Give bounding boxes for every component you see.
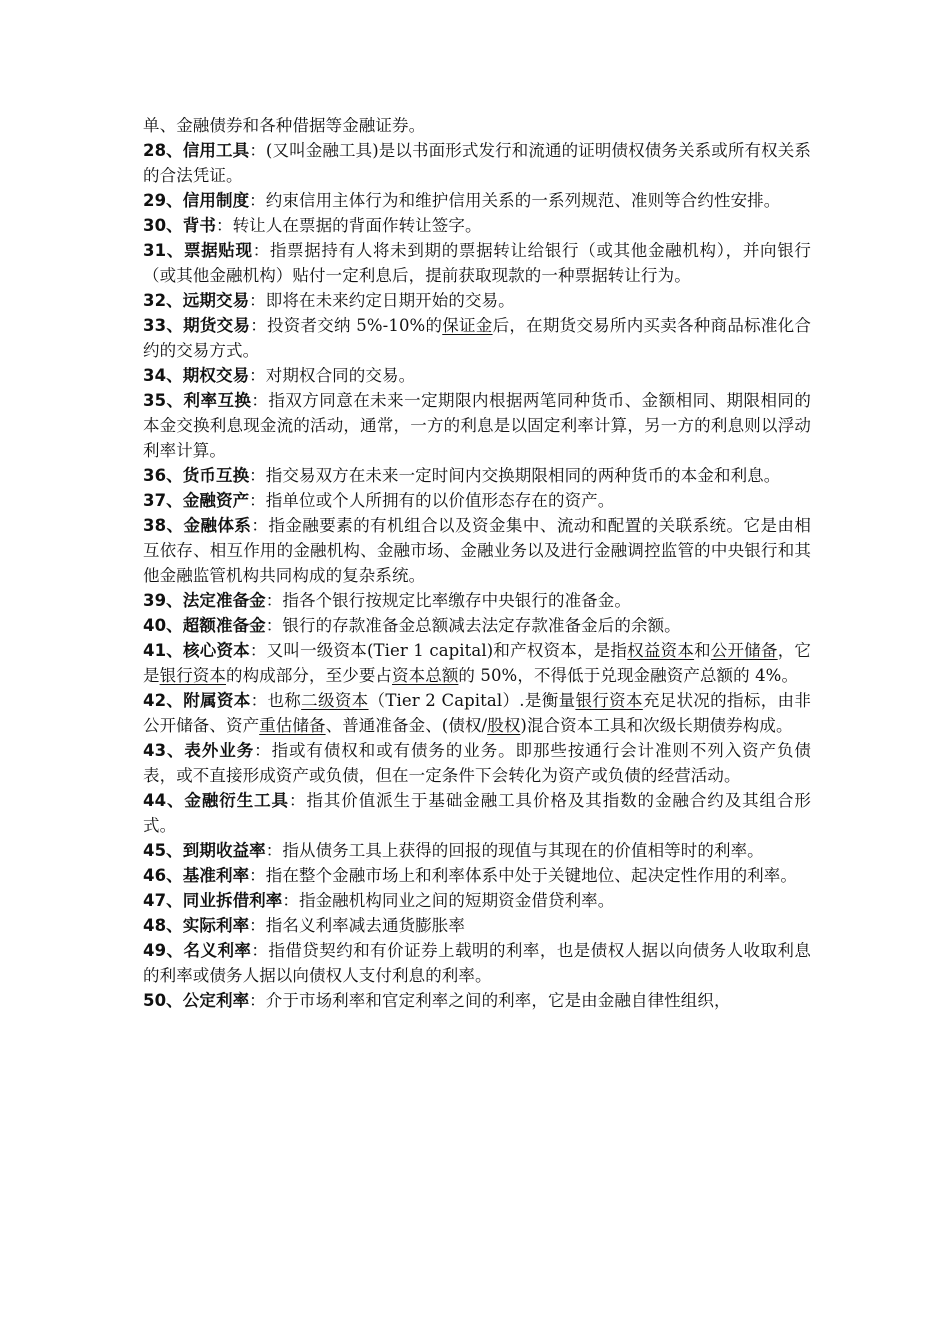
underlined-term: 保证金	[442, 316, 493, 335]
entry-number: 37、	[143, 491, 183, 510]
entry-text: ：介于市场利率和官定利率之间的利率，它是由金融自律性组织，	[249, 991, 731, 1010]
entry-term: 金融体系	[183, 516, 252, 535]
entry-text: ：又叫一级资本(Tier 1 capital)和产权资本，是指	[249, 641, 628, 660]
entry-text: 、普通准备金、(债权/	[325, 716, 488, 735]
glossary-entry	[143, 113, 811, 138]
entry-text: ：指金融要素的有机组合以及资金集中、流动和配置的关联系统。它是由相互依存、相互作用的金融机构、金融市场、金融业务以及进行金融调控监管的中央银行和其他金融监管机构共同构成的复杂系统。	[143, 516, 811, 585]
entry-term: 金融衍生工具	[184, 791, 289, 810]
entry-text: ：指各个银行按规定比率缴存中央银行的准备金。	[265, 591, 631, 610]
entry-text: ，它是	[143, 641, 812, 685]
entry-number: 44、	[143, 791, 185, 810]
entry-text: ：约束信用主体行为和维护信用关系的一系列规范、准则等合约性安排。	[249, 191, 781, 210]
glossary-entry	[143, 738, 811, 788]
entry-text: ：指在整个金融市场上和利率体系中处于关键地位、起决定性作用的利率。	[249, 866, 797, 885]
glossary-entry	[143, 638, 811, 688]
glossary-entry	[143, 788, 811, 838]
glossary-entry	[143, 388, 811, 463]
entry-text: ：指金融机构同业之间的短期资金借贷利率。	[282, 891, 615, 910]
entry-term: 信用制度	[182, 191, 250, 210]
glossary-entry	[143, 938, 811, 988]
entry-text: ：指其价值派生于基础金融工具价格及其指数的金融合约及其组合形式。	[143, 791, 812, 835]
entry-text: ：指或有债权和或有债务的业务。即那些按通行会计准则不列入资产负债表，或不直接形成资产或负债，但在一定条件下会转化为资产或负债的经营活动。	[143, 741, 811, 785]
entry-term: 表外业务	[184, 741, 255, 760]
entry-term: 利率互换	[183, 391, 252, 410]
underlined-term: 重估储备	[259, 716, 326, 735]
entry-number: 38、	[143, 516, 184, 535]
glossary-entry	[143, 688, 811, 738]
entry-text: ：指交易双方在未来一定时间内交换期限相同的两种货币的本金和利息。	[249, 466, 781, 485]
entry-term: 货币互换	[182, 466, 250, 485]
entry-number: 41、	[143, 641, 184, 660]
glossary-entry	[143, 488, 811, 513]
entry-term: 法定准备金	[182, 591, 266, 610]
entry-text: ：指从债务工具上获得的回报的现值与其现在的价值相等时的利率。	[265, 841, 764, 860]
entry-number: 50、	[143, 991, 183, 1010]
entry-text: 单、金融债券和各种借据等金融证券。	[143, 116, 426, 135]
glossary-entry	[143, 513, 811, 588]
entry-term: 信用工具	[182, 141, 250, 160]
underlined-term: 银行资本	[575, 691, 643, 710]
entry-number: 49、	[143, 941, 184, 960]
entry-term: 附属资本	[183, 691, 251, 710]
entry-number: 40、	[143, 616, 183, 635]
entry-text: 后，在期货交易所内买卖各种商品标准化合约的交易方式。	[143, 316, 811, 360]
entry-number: 46、	[143, 866, 183, 885]
entry-text: ：(又叫金融工具)是以书面形式发行和流通的证明债权债务关系或所有权关系的合法凭证。	[143, 141, 811, 185]
underlined-term: 二级资本	[301, 691, 369, 710]
entry-text: （Tier 2 Capital）.是衡量	[368, 691, 576, 710]
entry-number: 35、	[143, 391, 184, 410]
entry-number: 28、	[143, 141, 183, 160]
entry-term: 名义利率	[183, 941, 252, 960]
entry-text: ：指单位或个人所拥有的以价值形态存在的资产。	[249, 491, 615, 510]
entry-term: 远期交易	[182, 291, 250, 310]
entry-term: 超额准备金	[182, 616, 266, 635]
underlined-term: 银行资本	[159, 666, 227, 685]
entry-text: ：银行的存款准备金总额减去法定存款准备金后的余额。	[265, 616, 681, 635]
entry-number: 34、	[143, 366, 183, 385]
entry-term: 期权交易	[182, 366, 250, 385]
underlined-term: 公开储备	[710, 641, 778, 660]
glossary-entry	[143, 138, 811, 188]
entry-text: ：指票据持有人将未到期的票据转让给银行（或其他金融机构），并向银行（或其他金融机构）贴付一定利息后，提前获取现款的一种票据转让行为。	[143, 241, 811, 285]
entry-text: 充足状况的指标，由非公开储备、资产	[143, 691, 811, 735]
entry-number: 42、	[143, 691, 184, 710]
glossary-entry	[143, 213, 811, 238]
entry-term: 票据贴现	[183, 241, 253, 260]
entry-text: ：投资者交纳 5%-10%的	[250, 316, 443, 335]
entry-term: 公定利率	[182, 991, 250, 1010]
entry-term: 金融资产	[182, 491, 250, 510]
document-body	[143, 113, 811, 1013]
entry-term: 背书	[182, 216, 216, 235]
entry-text: ：对期权合同的交易。	[249, 366, 416, 385]
glossary-entry	[143, 888, 811, 913]
glossary-entry	[143, 588, 811, 613]
glossary-entry	[143, 313, 811, 363]
entry-number: 43、	[143, 741, 185, 760]
entry-term: 实际利率	[182, 916, 250, 935]
entry-text: )混合资本工具和次级长期债券构成。	[520, 716, 793, 735]
entry-text: ：即将在未来约定日期开始的交易。	[249, 291, 515, 310]
entry-text: ：指名义利率减去通货膨胀率	[249, 916, 465, 935]
entry-text: ：也称	[250, 691, 302, 710]
entry-term: 期货交易	[183, 316, 251, 335]
glossary-entry	[143, 863, 811, 888]
entry-text: ：指双方同意在未来一定期限内根据两笔同种货币、金额相同、期限相同的本金交换利息现金流的活动，通常，一方的利息是以固定利率计算，另一方的利息则以浮动利率计算。	[143, 391, 811, 460]
entry-number: 48、	[143, 916, 183, 935]
entry-number: 33、	[143, 316, 184, 335]
entry-text: 的构成部分，至少要占	[226, 666, 393, 685]
glossary-entry	[143, 463, 811, 488]
entry-number: 31、	[143, 241, 184, 260]
glossary-entry	[143, 363, 811, 388]
entry-number: 39、	[143, 591, 183, 610]
entry-number: 45、	[143, 841, 183, 860]
entry-term: 基准利率	[182, 866, 250, 885]
entry-text: 的 50%，不得低于兑现金融资产总额的 4%。	[458, 666, 799, 685]
entry-number: 29、	[143, 191, 183, 210]
entry-term: 到期收益率	[182, 841, 266, 860]
entry-number: 36、	[143, 466, 183, 485]
entry-term: 同业拆借利率	[182, 891, 283, 910]
glossary-entry	[143, 988, 811, 1013]
underlined-term: 权益资本	[627, 641, 695, 660]
entry-number: 32、	[143, 291, 183, 310]
glossary-entry	[143, 613, 811, 638]
entry-term: 核心资本	[183, 641, 250, 660]
glossary-entry	[143, 288, 811, 313]
entry-text: 和	[694, 641, 711, 660]
glossary-entry	[143, 238, 811, 288]
glossary-entry	[143, 838, 811, 863]
underlined-term: 股权	[487, 716, 521, 735]
entry-number: 47、	[143, 891, 183, 910]
glossary-entry	[143, 913, 811, 938]
entry-text: ：指借贷契约和有价证券上载明的利率，也是债权人据以向债务人收取利息的利率或债务人据以向债权人支付利息的利率。	[143, 941, 811, 985]
glossary-entry	[143, 188, 811, 213]
entry-text: ：转让人在票据的背面作转让签字。	[215, 216, 482, 235]
entry-number: 30、	[143, 216, 183, 235]
underlined-term: 资本总额	[392, 666, 459, 685]
